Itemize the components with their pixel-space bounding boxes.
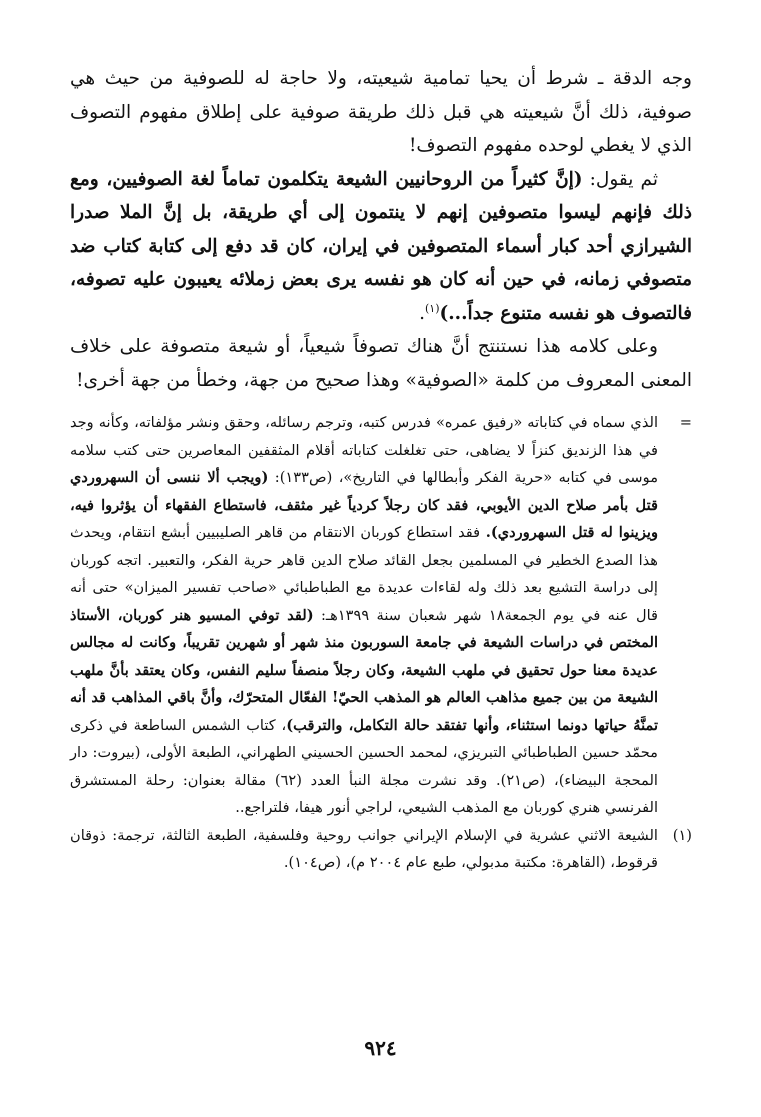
continuation-part-e: ، كتاب الشمس الساطعة في ذكرى محمّد حسين الطباطبائي التبريزي، لمحمد الحسين الحسيني الطهراني، الطبعة الأولى، (بيروت: دار المحجة البيضاء)، (ص٢١). وقد نشرت مجلة النبأ العدد (٦٢) مقالة بعنوان: رحلة المستشرق الفرنسي هنري كوربان مع المذهب الشيعي، لراجي أنور هيفا، فلتراجع.. [70, 716, 658, 816]
footnote-reference-1[interactable]: (١) [424, 301, 440, 315]
salama-musa-quote: (ويجب ألا ننسى أن السهروردي قتل بأمر صلاح الدين الأيوبي، فقد كان رجلاً كردياً غير مثقف، فاستطاع الفقهاء أن يؤثروا فيه، ويزينوا له قتل السهروردي). [70, 469, 658, 541]
paragraph-2 [70, 163, 692, 331]
footnote-continuation [70, 409, 692, 822]
paragraph-3: وعلى كلامه هذا نستنتج أنَّ هناك تصوفاً شيعياً، أو شيعة متصوفة على خلاف المعنى المعروف من كلمة «الصوفية» وهذا صحيح من جهة، وخطأ من جهة أخرى! [70, 336, 692, 391]
page-content [70, 62, 692, 877]
paragraph-2-intro: ثم يقول: [582, 168, 658, 190]
footnote-1-marker: (١) [672, 826, 692, 844]
footnotes [70, 409, 692, 877]
main-text [70, 62, 692, 397]
continuation-part-a: الذي سماه في كتاباته «رفيق عمره» فدرس كتبه، وترجم رسائله، وحقق ونشر مؤلفاته، وكأنه وجد في هذا الزنديق كنزاً لا يضاهى، حتى تغلغلت كتاباته أقلام المثقفين المعاصرين حتى كتب سلامه موسى في كتابه «حرية الفكر وأبطالها في التاريخ»، (ص١٣٣): [70, 414, 659, 486]
corbin-quote: (إنَّ كثيراً من الروحانيين الشيعة يتكلمون تماماً لغة الصوفيين، ومع ذلك فإنهم ليسوا متصوفين إنهم لا ينتمون إلى أي طريقة، بل إنَّ الملا صدرا الشيرازي أحد كبار أسماء المتصوفين في إيران، كان قد دفع إلى كتابة كتاب ضد متصوفي زمانه، في حين أنه كان هو نفسه يرى بعض زملائه يعيبون عليه تصوفه، فالتصوف هو نفسه متنوع جداً...) [70, 168, 692, 324]
paragraph-2-end: . [419, 302, 425, 324]
paragraph-1: وجه الدقة ـ شرط أن يحيا تمامية شيعيته، ولا حاجة له للصوفية من حيث هي صوفية، ذلك أنَّ شيعيته هي قبل ذلك طريقة صوفية على إطلاق مفهوم التصوف الذي لا يغطي لوحده مفهوم التصوف! [70, 68, 692, 156]
footnote-1-text: الشيعة الاثني عشرية في الإسلام الإيراني جوانب روحية وفلسفية، الطبعة الثالثة، ترجمة: ذوقان قرقوط، (القاهرة: مكتبة مدبولي، طبع عام ٢٠٠٤ م)، (ص١٠٤). [70, 826, 658, 871]
footnote-continuation-text [70, 409, 658, 822]
page-number: ٩٢٤ [364, 1036, 397, 1060]
footnote-1 [70, 822, 692, 877]
tabatabai-quote: (لقد توفي المسيو هنر كوربان، الأستاذ المختص في دراسات الشيعة في جامعة السوربون منذ شهر أو شهرين تقريباً، وكانت له مجالس عديدة معنا حول تحقيق في ملهب الشيعة، وكان رجلاً منصفاً سليم النفس، وكان يعتقد بأنَّ ملهب الشيعة من بين جميع مذاهب العالم هو المذهب الحيّ! الفعّال المتحرّك، وأنَّ باقي المذاهب قد أنه تمنَّهُ حياتها دونما استثناء، وأنها تفتقد حالة التكامل، والترقب) [70, 606, 658, 734]
continuation-part-c: فقد استطاع كوربان الانتقام من قاهر الصليبيين أبشع انتقام، ويحدث هذا الصدع الخطير في المسلمين بجعل القائد صلاح الدين قاهر حرية الفكر، والتعبير. اتجه كوربان إلى دراسة التشيع بعد ذلك وله لقاءات عديدة مع الطباطبائي «صاحب تفسير الميزان» حتى أنه قال عنه في يوم الجمعة١٨ شهر شعبان سنة ١٣٩٩هـ: [70, 524, 658, 624]
continuation-marker: = [679, 414, 692, 431]
